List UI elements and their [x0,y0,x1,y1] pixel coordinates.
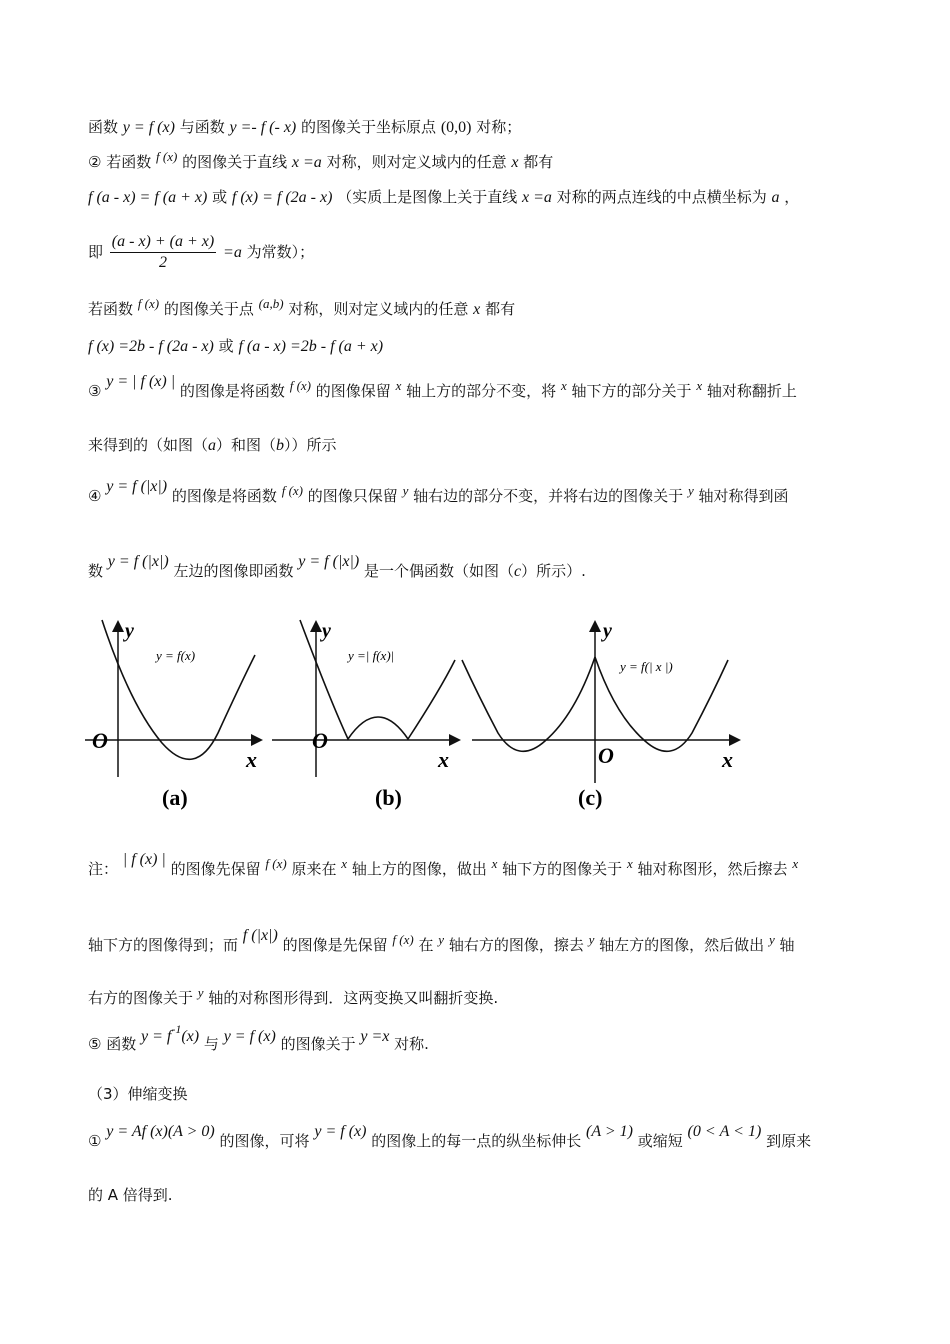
math: x [696,378,703,393]
math: =a [223,244,242,261]
text: 数 [88,562,104,580]
text: ））所示 [284,436,337,454]
curve-left [462,657,595,751]
figure-label: (b) [375,785,402,810]
text-line-6 [88,335,383,358]
text: 的 A 倍得到. [88,1186,173,1204]
function-label: y =| f(x)| [348,648,395,663]
origin-label: O [312,728,328,753]
math: y = f (x) [122,119,175,136]
text: 与 [203,1035,219,1053]
math: a [771,189,780,206]
math: y [588,932,595,947]
text: 的图像关于点 [163,300,254,318]
text-line-10 [88,553,586,583]
text: 的图像，可将 [219,1132,310,1150]
text: 为常数）； [246,243,315,261]
figure-b [272,620,458,810]
text: 原来在 [291,860,337,878]
section-heading: （3）伸缩变换 [88,1085,188,1103]
text: 轴左方的图像，然后做出 [599,936,765,954]
text-line-17 [88,1184,173,1206]
text: 的图像是将函数 [171,487,277,505]
origin-label: O [92,728,108,753]
y-label: y [125,620,134,642]
text: ⑤ 函数 [88,1035,137,1053]
superscript: -1 [171,1022,182,1036]
text: 的图像是先保留 [282,936,388,954]
function-label: y = f(x) [156,648,196,663]
math: f (x) [156,149,178,164]
text: 的图像关于直线 [182,153,288,171]
text-line-12 [88,927,795,957]
math: x =a [291,154,322,171]
math: y [768,932,775,947]
text-line-16 [88,1123,812,1153]
text: 对称，则对定义域内的任意 [326,153,507,171]
math: f (|x|) [242,927,278,944]
text: 或 [212,188,228,206]
text: 轴的对称图形得到．这两变换又叫翻折变换. [208,989,499,1007]
math: x =a [522,189,552,206]
text: 轴右边的部分不变，并将右边的图像关于 [413,487,684,505]
text: 轴下方的图像得到；而 [88,936,239,954]
math: (a,b) [258,296,284,311]
text-line-9 [88,478,789,508]
text: 轴 [779,936,795,954]
math: f (a - x) = f (a + x) [88,189,208,206]
text: 的图像上的每一点的纵坐标伸长 [371,1132,582,1150]
math: y = f (|x|) [107,553,169,570]
math: y = f (x) [314,1123,367,1140]
math: x [491,856,498,871]
x-label: x [722,747,733,772]
text-line-8 [88,434,337,457]
text: ④ [88,487,102,505]
text: 在 [418,936,434,954]
text: 的图像保留 [315,382,391,400]
math: f (a - x) =2b - f (a + x) [238,338,384,355]
text: 右方的图像关于 [88,989,194,1007]
math: x [473,301,481,318]
math: y [687,483,694,498]
math: f (x) [281,483,304,498]
text: 都有 [523,153,554,171]
text: （实质上是图像上关于直线 [337,188,518,206]
math: y [438,932,445,947]
math: y = | f (x) | [106,373,176,390]
math: x [792,856,799,871]
text-line-15 [88,1083,188,1105]
math: (0 < A < 1) [687,1123,762,1140]
text-line-11 [88,851,799,881]
text: 轴上方的图像，做出 [351,860,487,878]
text-line-5 [88,298,515,321]
text: 轴对称得到函 [698,487,789,505]
text-line-7 [88,373,797,403]
x-label: x [246,747,257,772]
text: ① [88,1132,102,1150]
origin-label: O [598,743,614,768]
y-label: y [603,620,612,642]
text: 轴上方的部分不变，将 [406,382,557,400]
figure-a [85,620,260,810]
fraction-denominator: 2 [159,254,168,271]
text: 或 [218,337,234,355]
x-label: x [438,747,449,772]
text: 的图像是将函数 [179,382,285,400]
math: f (x) [137,296,160,311]
text: 是一个偶函数（如图（ [363,562,514,580]
math: y [402,483,409,498]
text: 轴对称翻折上 [706,382,797,400]
text-line-14 [88,1022,429,1056]
math: x [341,856,348,871]
math: f (x) [392,932,414,947]
text: 轴对称图形，然后擦去 [637,860,788,878]
text-line-4 [88,232,314,273]
text: ③ [88,382,102,400]
math: y =- f (- x) [229,119,297,136]
text: 即 [88,243,104,261]
text: 轴下方的图像关于 [502,860,623,878]
text: ② 若函数 [88,153,152,171]
text: 轴下方的部分关于 [571,382,692,400]
math: x [626,856,633,871]
math: x [560,378,567,393]
math: a [208,437,217,454]
math: f (x) [265,856,287,871]
math: y = Af (x)(A > 0) [106,1123,215,1140]
text: 对称. [394,1035,429,1053]
fraction [110,232,216,273]
text: 注： [88,860,119,878]
math: f (x) [289,378,312,393]
math: y = f (|x|) [106,478,168,495]
text: 对称； [476,118,522,136]
figure-panels [80,615,760,815]
fraction-numerator: (a - x) + (a + x) [110,232,216,253]
math: b [276,437,285,454]
math: (A > 1) [586,1123,633,1140]
text-line-2 [88,151,553,174]
text-line-13 [88,987,498,1010]
text: 与函数 [179,118,225,136]
text: 轴右方的图像，擦去 [448,936,584,954]
text: 都有 [485,300,516,318]
y-label: y [322,620,331,642]
text: 左边的图像即函数 [173,562,294,580]
text-line-3 [88,186,799,209]
text-line-1 [88,116,521,139]
math: (0,0) [440,119,472,136]
math: y [197,985,204,1000]
math: y = f [141,1028,172,1045]
text: 函数 [88,118,119,136]
math: y =x [360,1028,390,1045]
text: 若函数 [88,300,134,318]
math: y = f (x) [223,1028,276,1045]
function-label: y = f(| x |) [620,659,673,674]
math: y = f (|x|) [298,553,360,570]
math: x [511,154,519,171]
math: f (x) =2b - f (2a - x) [88,338,214,355]
math: f (x) = f (2a - x) [231,189,333,206]
text: 来得到的（如图（ [88,436,209,454]
math: c [513,563,522,580]
text: ， [784,188,800,206]
text: 的图像只保留 [307,487,398,505]
text: 或缩短 [637,1132,683,1150]
text: ）所示）. [521,562,586,580]
text: ）和图（ [216,436,277,454]
text: 的图像关于 [280,1035,356,1053]
text: 对称的两点连线的中点横坐标为 [556,188,767,206]
math-inverse [141,1022,200,1045]
math: x [395,378,402,393]
math: | f (x) | [122,851,166,868]
text: 对称，则对定义域内的任意 [288,300,469,318]
text: 的图像关于坐标原点 [301,118,437,136]
text: 的图像先保留 [170,860,261,878]
figure-label: (a) [162,785,188,810]
math: (x) [181,1028,200,1045]
figure-label: (c) [578,785,603,810]
text: 到原来 [766,1132,812,1150]
figure-c [462,620,738,810]
